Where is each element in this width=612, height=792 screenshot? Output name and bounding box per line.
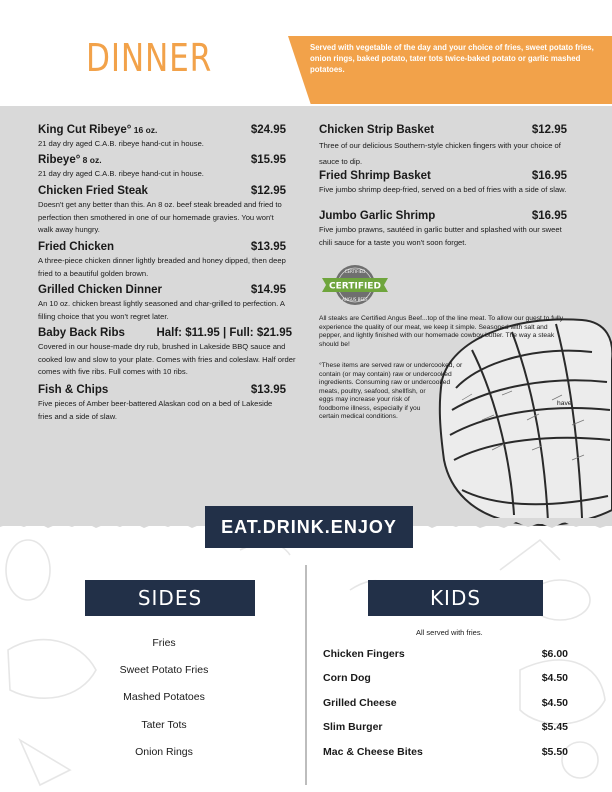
menu-item-price: $13.95 bbox=[250, 384, 286, 396]
menu-item-name: Fried Chicken bbox=[38, 241, 115, 253]
sides-heading: SIDES bbox=[85, 580, 255, 616]
menu-item-price: $12.95 bbox=[531, 124, 567, 136]
menu-item-desc: A three-piece chicken dinner lightly breaded and honey dipped, then deep fried to a beautiful golden brown. bbox=[38, 256, 286, 278]
side-item: Mashed Potatoes bbox=[123, 691, 205, 703]
menu-item-desc: Five jumbo shrimp deep-fried, served on a bed of fries with a side of slaw. bbox=[319, 185, 567, 194]
side-item: Fries bbox=[152, 637, 176, 649]
menu-item-desc: Covered in our house-made dry rub, brushed in Lakeside BBQ sauce and cooked low and slow to your plate. Comes with fries and coleslaw. Half order comes with five ribs. Full comes with 10 ribs. bbox=[38, 342, 296, 376]
steak-note: All steaks are Certified Angus Beef...top of the line meat. To allow our guest to fully experience the quality of our meat, we keep it simple. Seasoned with salt and pepper, and lightly finished with our homemade cowboy butter. The way a steak should be! bbox=[319, 315, 564, 348]
menu-item-name: Chicken Strip Basket bbox=[319, 124, 435, 136]
kids-item-price: $6.00 bbox=[541, 648, 568, 660]
kids-heading: KIDS bbox=[368, 580, 543, 616]
badge-bottom-text: ANGUS BEEF bbox=[342, 297, 368, 302]
banner-text: Served with vegetable of the day and your choice of fries, sweet potato fries, onion rings, baked potato, tater tots twice-baked potato or garlic mashed potatoes. bbox=[310, 43, 594, 74]
kids-item-price: $4.50 bbox=[541, 697, 568, 709]
side-item: Tater Tots bbox=[141, 719, 187, 731]
certified-angus-beef-badge bbox=[320, 262, 390, 308]
slogan-banner: EAT.DRINK.ENJOY bbox=[205, 506, 413, 548]
menu-item-price: $24.95 bbox=[250, 124, 286, 136]
menu-item-desc: 21 day dry aged C.A.B. ribeye hand-cut in house. bbox=[38, 169, 204, 178]
menu-item-name: Jumbo Garlic Shrimp bbox=[319, 210, 436, 222]
menu-item-name: Grilled Chicken Dinner bbox=[38, 284, 162, 296]
kids-item-price: $4.50 bbox=[541, 672, 568, 684]
right-menu-column bbox=[319, 124, 567, 254]
menu-item-desc: An 10 oz. chicken breast lightly seasoned and char-grilled to perfection. A filling choice that you won't regret later. bbox=[38, 299, 285, 321]
menu-item-desc: Doesn't get any better than this. An 8 oz. beef steak breaded and fried to perfection then smothered in one of our homemade gravies. You won't walk away hungry. bbox=[38, 200, 282, 234]
menu-item-name: Fish & Chips bbox=[38, 384, 109, 396]
kids-item-price: $5.45 bbox=[541, 721, 568, 733]
menu-item-desc: Three of our delicious Southern-style chicken fingers with your choice of sauce to dip. bbox=[319, 141, 561, 166]
page-title: DINNER bbox=[86, 36, 213, 80]
kids-item-name: Mac & Cheese Bites bbox=[323, 746, 423, 758]
menu-item-name: King Cut Ribeye° 16 oz. bbox=[38, 124, 158, 136]
menu-item-desc: Five pieces of Amber beer-battered Alaskan cod on a bed of Lakeside fries and a side of slaw. bbox=[38, 399, 273, 421]
side-item: Sweet Potato Fries bbox=[119, 664, 209, 676]
warning-have-word: have bbox=[557, 399, 572, 407]
warning-line: meats, poultry, seafood, shellfish, or bbox=[319, 387, 426, 395]
kids-note: All served with fries. bbox=[416, 628, 483, 637]
raw-food-warning bbox=[319, 362, 572, 422]
badge-top-text: CERTIFIED bbox=[344, 269, 366, 274]
warning-line: contain (or may contain) raw or undercooked bbox=[319, 370, 452, 378]
menu-item-name: Ribeye° 8 oz. bbox=[38, 154, 102, 166]
menu-item-price: $14.95 bbox=[250, 284, 286, 296]
section-divider bbox=[305, 565, 307, 785]
kids-item-price: $5.50 bbox=[541, 746, 568, 758]
kids-item-name: Corn Dog bbox=[323, 672, 371, 684]
warning-line: ingredients. Consuming raw or undercooked bbox=[319, 379, 451, 386]
warning-line: certain medical conditions. bbox=[319, 413, 398, 420]
kids-item-name: Grilled Cheese bbox=[323, 697, 397, 709]
kids-item-name: Chicken Fingers bbox=[323, 648, 405, 660]
menu-item-name: Fried Shrimp Basket bbox=[319, 170, 431, 182]
badge-main-text: CERTIFIED bbox=[329, 281, 381, 292]
kids-item-name: Slim Burger bbox=[323, 721, 383, 733]
menu-item-price: $13.95 bbox=[250, 241, 286, 253]
warning-line: foodborne illness, especially if you bbox=[319, 404, 421, 412]
menu-item-name: Baby Back Ribs bbox=[38, 327, 125, 339]
warning-line: eggs may increase your risk of bbox=[319, 396, 410, 403]
menu-item-desc: 21 day dry aged C.A.B. ribeye hand-cut in house. bbox=[38, 139, 204, 148]
menu-item-price: $12.95 bbox=[250, 185, 286, 197]
menu-item-name: Chicken Fried Steak bbox=[38, 185, 148, 197]
side-item: Onion Rings bbox=[135, 746, 193, 758]
menu-item-desc: Five jumbo prawns, sautéed in garlic butter and splashed with our sweet chili sauce for a taste you won't soon forget. bbox=[319, 225, 562, 247]
menu-item-price: $16.95 bbox=[531, 210, 567, 222]
warning-line: °These items are served raw or undercooked, or bbox=[319, 362, 463, 369]
menu-item-price: $15.95 bbox=[250, 154, 286, 166]
menu-item-price: Half: $11.95 | Full: $21.95 bbox=[156, 327, 292, 339]
menu-item-price: $16.95 bbox=[531, 170, 567, 182]
warning-line-row bbox=[319, 396, 569, 405]
left-menu-column bbox=[38, 124, 296, 454]
